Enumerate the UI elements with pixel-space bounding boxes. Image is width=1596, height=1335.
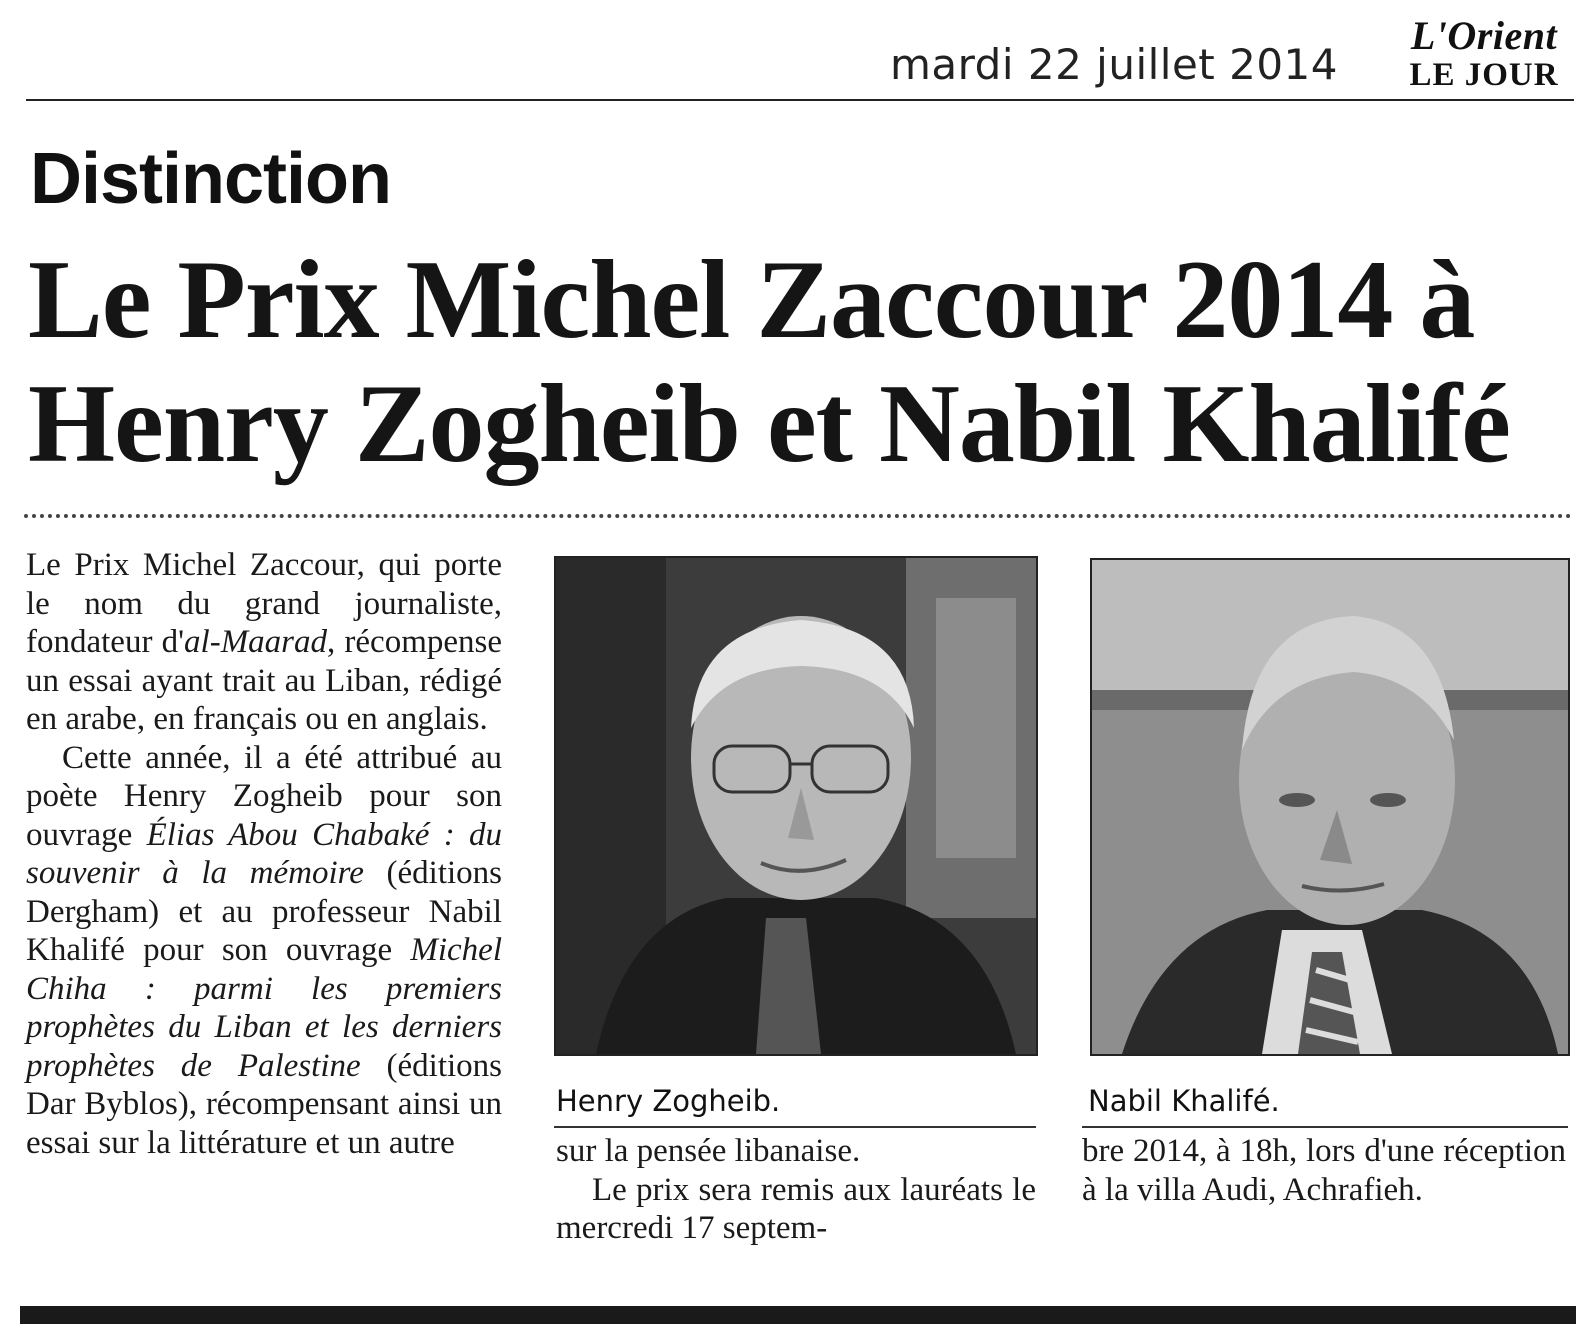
col2-paragraph: Le prix sera remis aux lauréats le mercredi 17 septem- [556,1171,1036,1246]
para1-text-end: , récompense un essai ayant trait au Liban, rédigé en arabe, en français ou en anglais. [26,624,503,737]
dateline: mardi 22 juillet 2014 [890,40,1338,89]
footer-bar [20,1306,1576,1324]
photo-nabil-khalife [1090,558,1570,1056]
caption-rule-2 [1082,1126,1568,1128]
article-column-2 [556,1132,1036,1248]
portrait-nabil-khalife [1092,560,1568,1054]
paragraph-2 [26,739,502,1163]
logo-line-1: L'Orient [1410,13,1558,58]
portrait-henry-zogheib [556,558,1036,1054]
para2-italic-2: Michel Chiha : parmi les premiers prophètes du Liban et les derniers prophètes de Palestine [26,932,502,1084]
headline-line-1: Le Prix Michel Zaccour 2014 à [28,238,1475,362]
logo-line-2: LE JOUR [1409,57,1559,93]
col2-line: sur la pensée libanaise. [556,1133,861,1169]
caption-rule-1 [554,1126,1036,1128]
photo-caption-nabil: Nabil Khalifé. [1088,1084,1280,1118]
para2-text-1: Cette année, il a été attribué au poète Henry Zogheib pour son ouvrage [26,739,502,853]
photo-caption-henry: Henry Zogheib. [556,1084,781,1118]
col3-paragraph: bre 2014, à 18h, lors d'une réception à la villa Audi, Achrafieh. [1082,1133,1566,1208]
header-rule [26,99,1574,101]
para2-text-2: (éditions Dergham) et au professeur Nabil Khalifé pour son ouvrage [26,855,503,968]
photo-henry-zogheib [554,556,1038,1056]
article-column-3 [1082,1132,1566,1209]
para1-text: Le Prix Michel Zaccour, qui porte le nom du grand journaliste, fondateur d' [26,547,502,660]
section-kicker: Distinction [30,139,391,219]
paragraph-1 [26,546,502,739]
para2-text-3: (éditions Dar Byblos), récompensant ainsi un essai sur la littérature et un autre [26,1047,503,1161]
dotted-divider [24,514,1572,518]
article-column-1 [26,546,502,1162]
para1-italic: al-Maarad [184,624,328,660]
headline-line-2: Henry Zogheib et Nabil Khalifé [28,362,1510,486]
headline [28,238,1548,486]
newspaper-logo [1396,13,1572,93]
para2-italic-1: Élias Abou Chabaké : du souvenir à la mémoire [26,816,502,891]
